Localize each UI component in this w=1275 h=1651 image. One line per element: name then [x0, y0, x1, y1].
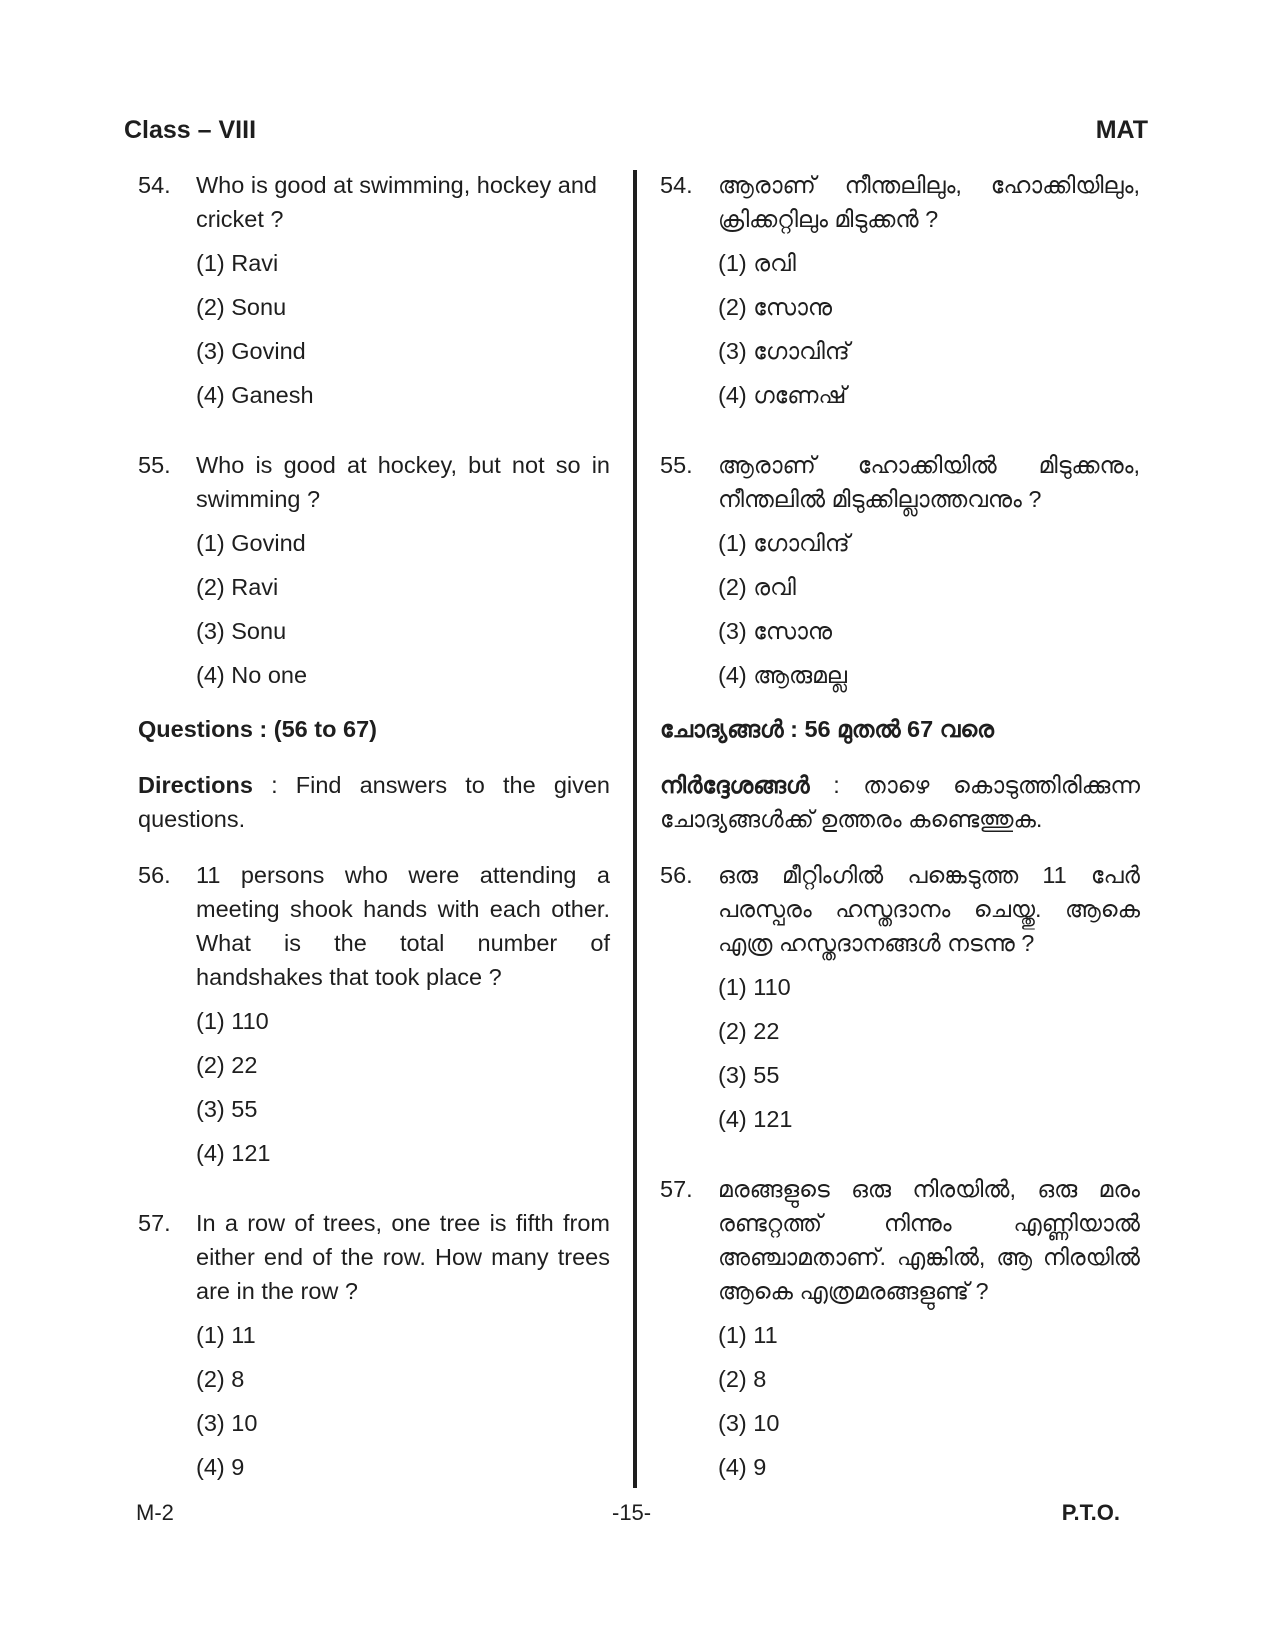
- section-heading: Questions : (56 to 67): [138, 716, 377, 742]
- option: (1) 110: [718, 974, 791, 1000]
- options-54: [196, 246, 610, 422]
- question-number: 54.: [660, 172, 693, 198]
- options-55-ml: [718, 526, 1140, 702]
- question-number: 56.: [660, 862, 693, 888]
- question-55: [138, 448, 610, 516]
- options-57-ml: [718, 1318, 1140, 1494]
- question-number: 55.: [660, 452, 693, 478]
- option: (2) Ravi: [196, 574, 279, 600]
- option: (2) 22: [196, 1052, 258, 1078]
- option: (3) Govind: [196, 338, 306, 364]
- question-text: ആരാണ് നീന്തലിലും, ഹോക്കിയിലും, ക്രിക്കറ്റിലും മിടുക്കൻ ?: [718, 172, 1140, 232]
- directions-label: നിർദ്ദേശങ്ങൾ: [660, 772, 810, 798]
- section-heading: ചോദ്യങ്ങൾ : 56 മുതൽ 67 വരെ: [660, 716, 994, 742]
- class-label: Class – VIII: [124, 116, 257, 144]
- option: (3) 55: [196, 1096, 258, 1122]
- option: (3) 10: [196, 1410, 258, 1436]
- question-number: 57.: [660, 1176, 693, 1202]
- question-56: [138, 858, 610, 994]
- question-text: Who is good at hockey, but not so in swimming ?: [196, 452, 610, 512]
- question-number: 54.: [138, 172, 171, 198]
- english-column: [138, 168, 610, 1494]
- options-56-ml: [718, 970, 1140, 1146]
- option: (2) 8: [196, 1366, 245, 1392]
- options-56: [196, 1004, 610, 1180]
- option: (2) 8: [718, 1366, 767, 1392]
- option: (3) 55: [718, 1062, 780, 1088]
- question-text: 11 persons who were attending a meeting shook hands with each other. What is the total number of handshakes that took place ?: [196, 862, 610, 990]
- option: (4) 121: [196, 1140, 271, 1166]
- option: (2) 22: [718, 1018, 780, 1044]
- directions: [660, 768, 1140, 836]
- options-55: [196, 526, 610, 702]
- option: (4) 9: [718, 1454, 767, 1480]
- question-55-ml: [660, 448, 1140, 516]
- option: (3) സോനു: [718, 618, 832, 644]
- directions-text: : താഴെ കൊടുത്തിരിക്കുന്ന ചോദ്യങ്ങൾക്ക് ഉത്തരം കണ്ടെത്തുക.: [660, 772, 1140, 832]
- option: (3) 10: [718, 1410, 780, 1436]
- paper-code: M-2: [136, 1500, 174, 1525]
- option: (1) രവി: [718, 250, 796, 276]
- option: (4) ആരുമല്ല: [718, 662, 847, 688]
- question-text: ആരാണ് ഹോക്കിയിൽ മിടുക്കനും, നീന്തലിൽ മിടുക്കില്ലാത്തവനും ?: [718, 452, 1140, 512]
- option: (4) Ganesh: [196, 382, 314, 408]
- option: (1) Govind: [196, 530, 306, 556]
- column-divider: [633, 170, 637, 1488]
- option: (2) രവി: [718, 574, 796, 600]
- option: (4) 121: [718, 1106, 793, 1132]
- question-number: 55.: [138, 452, 171, 478]
- option: (1) 11: [196, 1322, 256, 1348]
- directions: [138, 768, 610, 836]
- option: (1) 110: [196, 1008, 269, 1034]
- question-57-ml: [660, 1172, 1140, 1308]
- option: (3) ഗോവിന്ദ്: [718, 338, 850, 364]
- option: (4) 9: [196, 1454, 245, 1480]
- option: (3) Sonu: [196, 618, 287, 644]
- option: (1) 11: [718, 1322, 778, 1348]
- option: (1) Ravi: [196, 250, 279, 276]
- question-number: 57.: [138, 1210, 171, 1236]
- question-56-ml: [660, 858, 1140, 960]
- question-54: [138, 168, 610, 236]
- option: (4) ഗണേഷ്: [718, 382, 847, 408]
- directions-label: Directions: [138, 772, 253, 798]
- question-54-ml: [660, 168, 1140, 236]
- option: (2) സോനു: [718, 294, 832, 320]
- option: (2) Sonu: [196, 294, 287, 320]
- page-number: -15-: [612, 1500, 652, 1525]
- question-text: ഒരു മീറ്റിംഗിൽ പങ്കെടുത്ത 11 പേർ പരസ്പരം ഹസ്തദാനം ചെയ്തു. ആകെ എത്ര ഹസ്തദാനങ്ങൾ നടന്നു ?: [718, 862, 1140, 956]
- question-text: മരങ്ങളുടെ ഒരു നിരയിൽ, ഒരു മരം രണ്ടറ്റത്ത് നിന്നും എണ്ണിയാൽ അഞ്ചാമതാണ്. എങ്കിൽ, ആ നിരയിൽ ആകെ എത്രമരങ്ങളുണ്ട് ?: [718, 1176, 1140, 1304]
- option: (1) ഗോവിന്ദ്: [718, 530, 850, 556]
- option: (4) No one: [196, 662, 308, 688]
- options-57: [196, 1318, 610, 1494]
- question-text: Who is good at swimming, hockey and cricket ?: [196, 172, 597, 232]
- subject-label: MAT: [1095, 116, 1148, 144]
- question-number: 56.: [138, 862, 171, 888]
- directions-text: : Find answers to the given questions.: [138, 772, 610, 832]
- pto-label: P.T.O.: [1061, 1500, 1120, 1525]
- question-57: [138, 1206, 610, 1308]
- options-54-ml: [718, 246, 1140, 422]
- malayalam-column: [660, 168, 1140, 1494]
- question-text: In a row of trees, one tree is fifth from either end of the row. How many trees are in the row ?: [196, 1210, 610, 1304]
